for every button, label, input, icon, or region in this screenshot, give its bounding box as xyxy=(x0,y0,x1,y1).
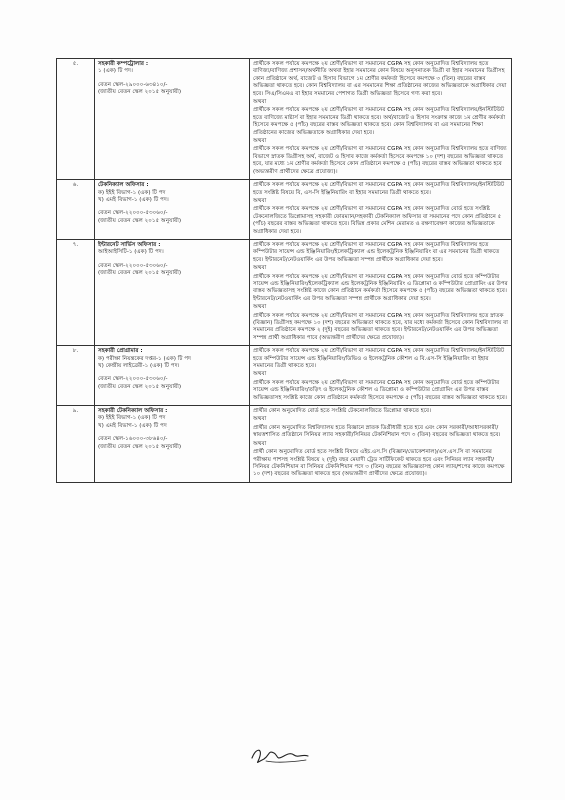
post-cell xyxy=(95,180,250,240)
or-separator: অথবা xyxy=(253,99,267,106)
requirement-paragraph: প্রার্থীর কোন অনুমোদিত বিশ্ববিদ্যালয় হতে বিজ্ঞানে স্নাতক ডিগ্রীধারী হতে হবে এবং কোন সরকারী/আধাসরকারী/স্বায়ত্তশাসিত প্রতিষ্ঠানে সিনিয়র ল্যাব সহকারী/সিনিয়র টেকনিশিয়ান পদে ৩ (তিন) বছরের অভিজ্ঞতা থাকতে হবে। xyxy=(253,424,501,439)
pay-scale: বেতন স্কেল-২২০০০-৫৩০৬০/- xyxy=(98,376,168,383)
requirement-paragraph: প্রার্থীকে সকল পর্যায়ে কমপক্ষে ২য় শ্রেণী/বিভাগ বা সমমানের CGPA সহ কোন অনুমোদিত বিশ্ববিদ্যালয় হতে স্নাতক (বিজ্ঞান) ডিগ্রীসহ কমপক্ষে ১০ (দশ) বছরের অভিজ্ঞতা থাকতে হবে, যার মধ্যে কর্মকর্তা হিসেবে কোন বিশ্ববিদ্যালয় বা সমমানের প্রতিষ্ঠানে কমপক্ষে ২ (দুই) বছরের অভিজ্ঞতা থাকতে হবে। ইন্টারনেট/নেটওয়ার্কিং এর উপর অভিজ্ঞতা সম্পন্ন প্রার্থী অগ্রাধিকার পাবে (অভ্যন্তরীণ প্রার্থীদের ক্ষেত্রে প্রযোজ্য)। xyxy=(253,312,508,341)
post-count: ১ (এক) টি পদ। xyxy=(98,68,133,75)
or-separator: অথবা xyxy=(253,265,267,272)
post-title: টেকনিক্যাল অফিসার : xyxy=(98,182,149,189)
pay-scale-note: (জাতীয় বেতন স্কেল ২০১৫ অনুযায়ী) xyxy=(98,217,182,224)
post-cell xyxy=(95,346,250,406)
requirement-paragraph: প্রার্থীকে সকল পর্যায়ে কমপক্ষে ২য় শ্রেণী/বিভাগ বা সমমানের CGPA সহ কোন অনুমোদিত বিশ্ববিদ্যালয়/ইনস্টিটিউট হতে বাণিজ্যে মাষ্টার্স বা ইহার সমমানের ডিগ্রী থাকতে হবে। অর্থ/বাজেট ও হিসাব সংক্রান্ত কাজে ১ম শ্রেণীর কর্মকর্তা হিসেবে কমপক্ষে ৫ (পাঁচ) বছরের বাস্তব অভিজ্ঞতা থাকতে হবে। কোন বিশ্ববিদ্যালয় বা এর সমমানের শিক্ষা প্রতিষ্ঠানের কাজের অভিজ্ঞতাকে অগ্রাধিকার দেয়া হবে। xyxy=(253,107,506,136)
post-count: খ) কেন্দ্রীয় লাইব্রেরী-১ (এক) টি পদ। xyxy=(98,363,180,370)
post-count: ক) পরীক্ষা নিয়ন্ত্রকের দপ্তর-১ (এক) টি পদ xyxy=(98,355,191,362)
or-separator: অথবা xyxy=(253,371,267,378)
post-title: সহকারী প্রোগ্রামার : xyxy=(98,348,143,355)
job-requirements-table xyxy=(56,58,512,483)
post-count: ক) ইইই বিভাগ-১ (এক) টি পদ xyxy=(98,415,166,422)
pay-scale-note: (জাতীয় বেতন স্কেল ২০১৫ অনুযায়ী) xyxy=(98,270,182,277)
requirement-paragraph: প্রার্থীকে সকল পর্যায়ে কমপক্ষে ২য় শ্রেণী/বিভাগ বা সমমানের CGPA সহ কোন অনুমোদিত বোর্ড হতে কম্পিউটার সায়েন্স এন্ড ইঞ্জিনিয়ারিং/তড়িৎ ও ইলেকট্রনিক কৌশল এ ডিপ্লোমা ও কম্পিউটার প্রোগ্রামিং এর উপর বাস্তব অভিজ্ঞতাসহ সংশ্লিষ্ট কাজে কোন প্রতিষ্ঠানে কর্মকর্তা হিসেবে কমপক্ষে ৫ (পাঁচ) বছরের বাস্তব অভিজ্ঞতা থাকতে হবে। xyxy=(253,379,507,401)
table-body xyxy=(57,59,512,483)
requirements-cell xyxy=(250,346,512,406)
post-title: ইন্টারনেট সার্ভিস অফিসার : xyxy=(98,241,161,248)
pay-scale-note: (জাতীয় বেতন স্কেল ২০১৫ অনুযায়ী) xyxy=(98,89,182,96)
row-number: ৭. xyxy=(57,239,95,345)
requirement-paragraph: প্রার্থীকে সকল পর্যায়ে কমপক্ষে ২য় শ্রেণী/বিভাগ বা সমমানের CGPA সহ কোন অনুমোদিত বিশ্ববিদ্যালয়/ইনস্টিটিউট হতে সংশ্লিষ্ট বিষয়ে বি, এস-সি ইঞ্জিনিয়ারিং বা ইহার সমমানের ডিগ্রী থাকতে হবে। xyxy=(253,182,505,196)
post-title: সহকারী টেকনিক্যাল অফিসার : xyxy=(98,408,168,415)
table-row xyxy=(57,346,512,406)
requirement-paragraph: প্রার্থীকে সকল পর্যায়ে কমপক্ষে ২য় শ্রেণী/বিভাগ বা সমমানের CGPA সহ কোন অনুমোদিত বিশ্ববিদ্যালয় হতে বাণিজ্য/বাণিজ্য প্রশাসন/অর্থনীতি অথবা ইহার সমমানের কোন বিষয়ে অনুসনাতক ডিগ্রী বা ইহার সমমানের ডিগ্রীসহ কোন প্রতিষ্ঠানে অর্থ, বাজেট ও হিসাব বিভাগে ১ম শ্রেণীর কর্মকর্তা হিসেবে কমপক্ষে ৩ (তিন) বছরের বাস্তব অভিজ্ঞতা থাকতে হবে। কোন বিশ্ববিদ্যালয় বা এর সমমানের শিক্ষা প্রতিষ্ঠানের কাজের অভিজ্ঞতাকে অগ্রাধিকার দেয়া হবে। সিএ/সিএমএ বা ইহার সমমানের পেশাগত ডিগ্রী অভিজ্ঞতা হিসেবে গণ্য করা হবে। xyxy=(253,61,507,97)
pay-scale: বেতন স্কেল-১৬০০০-৩৮৬৪০/- xyxy=(98,436,168,443)
or-separator: অথবা xyxy=(253,138,267,145)
requirements-cell xyxy=(250,406,512,483)
requirements-cell xyxy=(250,180,512,240)
pay-scale: বেতন স্কেল-২২০০০-৫৩০৬০/- xyxy=(98,262,168,269)
or-separator: অথবা xyxy=(253,197,267,204)
requirement-paragraph: প্রার্থীকে সকল পর্যায়ে কমপক্ষে ২য় শ্রেণী/বিভাগ বা সমমানের CGPA সহ কোন অনুমোদিত বিশ্ববিদ্যালয় হতে বাণিজ্য বিভাগে স্নাতক ডিগ্রীসহ অর্থ, বাজেট ও হিসাব কাজে কর্মকর্তা হিসেবে কমপক্ষে ১০ (দশ) বছরের অভিজ্ঞতা থাকতে হবে, যার মধ্যে ১ম শ্রেণীর কর্মকর্তা হিসেবে কোন প্রতিষ্ঠানে কমপক্ষে ৫ (পাঁচ) বছরের বাস্তব অভিজ্ঞতা থাকতে হবে (অভ্যন্তরীণ প্রার্থীদের ক্ষেত্রে প্রযোজ্য)। xyxy=(253,146,507,175)
or-separator: অথবা xyxy=(253,440,267,447)
post-title: সহকারী কম্পট্রোলার : xyxy=(98,61,149,67)
post-count: আইআইসিটি-১ (এক) টি পদ। xyxy=(98,249,164,256)
post-count: খ) এমই বিভাগ-১ (এক) টি পদ। xyxy=(98,196,169,203)
table-row xyxy=(57,180,512,240)
post-cell xyxy=(95,59,250,180)
or-separator: অথবা xyxy=(253,304,267,311)
post-cell xyxy=(95,406,250,483)
pay-scale: বেতন স্কেল-২২০০০-৫৩০৬০/- xyxy=(98,210,168,217)
post-cell xyxy=(95,239,250,345)
row-number: ৮. xyxy=(57,346,95,406)
row-number: ৬. xyxy=(57,180,95,240)
requirement-paragraph: প্রার্থীকে সকল পর্যায়ে কমপক্ষে ২য় শ্রেণী/বিভাগ বা সমমানের CGPA সহ কোন অনুমোদিত বিশ্ববিদ্যালয়/ইনস্টিটিউট হতে কম্পিউটার সায়েন্স এন্ড ইঞ্জিনিয়ারিং/ডিভিও ও ইলেকট্রনিক কৌশল এ বি.এস-সি ইঞ্জিনিয়ারিং বা ইহার সমমানের ডিগ্রী থাকতে হবে। xyxy=(253,348,505,370)
pay-scale: বেতন স্কেল-২৯০০০-৬৩৪১০/- xyxy=(98,81,168,88)
requirement-paragraph: প্রার্থীকে সকল পর্যায়ে কমপক্ষে ২য় শ্রেণী/বিভাগ বা সমমানের CGPA সহ কোন অনুমোদিত বোর্ড হতে সংশ্লিষ্ট টেকনোলজিতে ডিপ্লোমাসহ সহকারী ফোরম্যান/সহকারী টেকনিক্যাল অফিসার বা সমমানের পদে কোন প্রতিষ্ঠানে ৫ (পাঁচ) বছরের বাস্তব অভিজ্ঞতা থাকতে হবে। বিভিন্ন প্রকার মেশিন মেরামত ও রক্ষণাবেক্ষণ কাজের অভিজ্ঞতাকে অগ্রাধিকার দেয়া হবে। xyxy=(253,206,502,235)
table-row xyxy=(57,406,512,483)
pay-scale-note: (জাতীয় বেতন স্কেল ২০১৫ অনুযায়ী) xyxy=(98,443,182,450)
signature-image xyxy=(246,744,316,766)
table-row xyxy=(57,59,512,180)
post-count: ক) ইইই বিভাগ-১ (এক) টি পদ xyxy=(98,189,166,196)
post-count: খ) এমই বিভাগ-১ (এক) টি পদ xyxy=(98,422,167,429)
table-row xyxy=(57,239,512,345)
requirement-paragraph: প্রার্থীকে সকল পর্যায়ে কমপক্ষে ২য় শ্রেণী/বিভাগ বা সমমানের CGPA সহ কোন অনুমোদিত বিশ্ববিদ্যালয় হতে কম্পিউটার সায়েন্স এন্ড ইঞ্জিনিয়ারিং/ইলেকট্রিক্যাল এন্ড ইলেকট্রনিক ইঞ্জিনিয়ারিং বা এর সমমানের ডিগ্রী থাকতে হবে। ইন্টারনেট/নেটওয়ার্কিং এর উপর অভিজ্ঞতা সম্পন্ন প্রার্থীকে অগ্রাধিকার দেয়া হবে। xyxy=(253,241,500,263)
or-separator: অথবা xyxy=(253,416,267,423)
requirements-cell xyxy=(250,59,512,180)
requirements-cell xyxy=(250,239,512,345)
requirement-paragraph: প্রার্থীর কোন অনুমোদিত বোর্ড হতে সংশ্লিষ্ট টেকনোলজিতে ডিপ্লোমা থাকতে হবে। xyxy=(253,408,432,415)
requirement-paragraph: প্রার্থী কোন অনুমোদিত বোর্ড হতে সংশ্লিষ্ট বিষয়ে এইচ.এস.সি (বিজ্ঞান/ভোকেশনাল)/এস.এস.সি বা সমমানের পরীক্ষায় পাশসহ সংশ্লিষ্ট বিষয়ে ২ (দুই) বছর মেয়াদী ট্রেড সার্টিফিকেট থাকতে হবে এবং সিনিয়র ল্যাব সহকারী/সিনিয়র টেকনিশিয়ান বা সিনিয়র টেকনিশিয়ান পদে ৩ (তিন) বছরের অভিজ্ঞতাসহ কোন ল্যাব/শপের কাজে কমপক্ষে ১০ (দশ) বছরের অভিজ্ঞতা থাকতে হবে (অভ্যন্তরীণ প্রার্থীদের ক্ষেত্রে প্রযোজ্য)। xyxy=(253,449,505,478)
row-number: ৯. xyxy=(57,406,95,483)
row-number: ৫. xyxy=(57,59,95,180)
requirement-paragraph: প্রার্থীকে সকল পর্যায়ে কমপক্ষে ২য় শ্রেণী/বিভাগ বা সমমানের CGPA সহ কোন অনুমোদিত বোর্ড হতে কম্পিউটার সায়েন্স এন্ড ইঞ্জিনিয়ারিং/ইলেকট্রিক্যাল এন্ড ইলেকট্রনিক ইঞ্জিনিয়ারিং এ ডিপ্লোমা ও কম্পিউটার প্রোগ্রামিং এর উপর বাস্তব অভিজ্ঞতাসহ সংশ্লিষ্ট কাজে কোন প্রতিষ্ঠানে কর্মকর্তা হিসেবে কমপক্ষে ৫ (পাঁচ) বছরের অভিজ্ঞতা থাকতে হবে। ইন্টারনেট/নেটওয়ার্কিং এর উপর অভিজ্ঞতা সম্পন্ন প্রার্থীকে অগ্রাধিকার দেয়া হবে। xyxy=(253,273,508,302)
pay-scale-note: (জাতীয় বেতন স্কেল ২০১৫ অনুযায়ী) xyxy=(98,383,182,390)
